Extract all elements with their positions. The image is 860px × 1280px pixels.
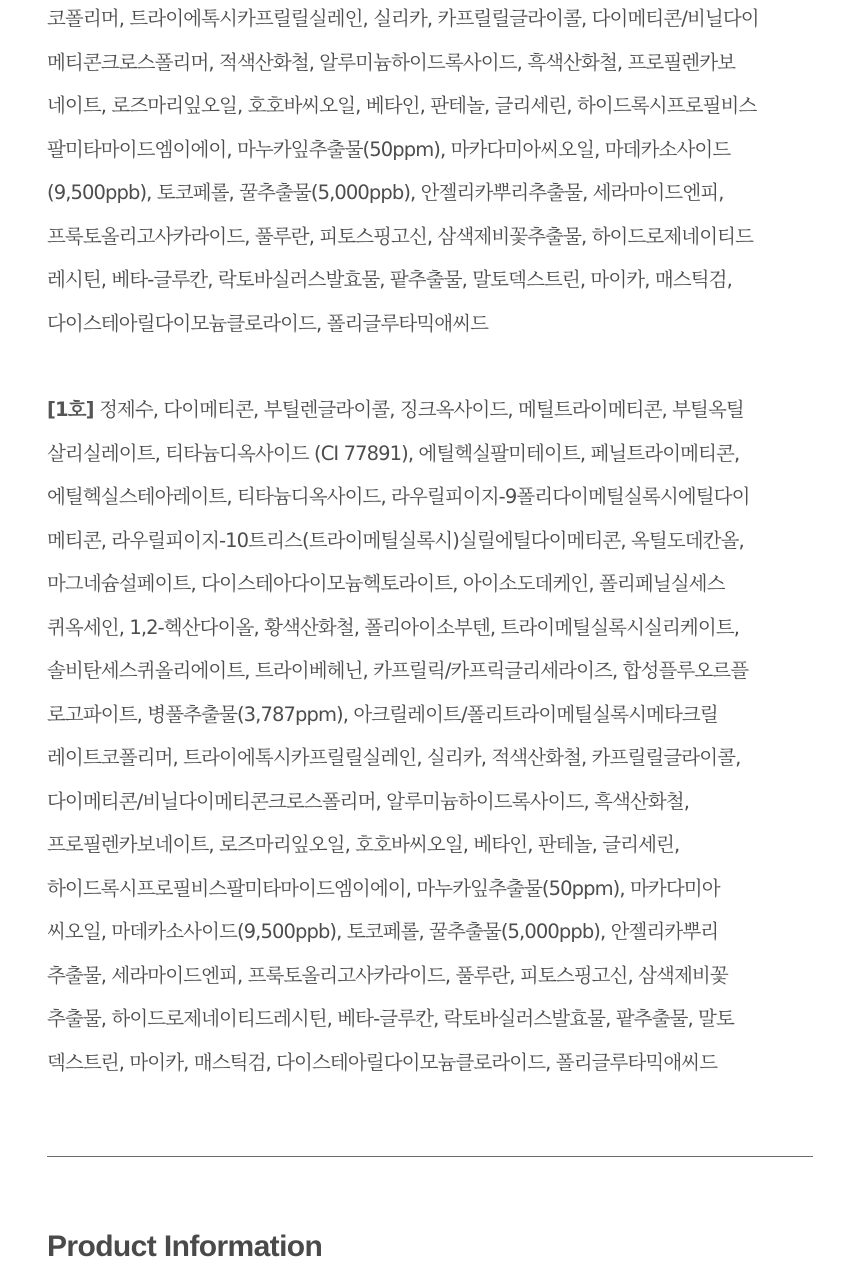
ingredient-line: 코폴리머, 트라이에톡시카프릴릴실레인, 실리카, 카프릴릴글라이콜, 다이메티콘/비닐다이 — [47, 7, 759, 30]
ingredient-line: 프로필렌카보네이트, 로즈마리잎오일, 호호바씨오일, 베타인, 판테놀, 글리세린, — [47, 833, 680, 856]
ingredient-line: 씨오일, 마데카소사이드(9,500ppb), 토코페롤, 꿀추출물(5,000ppb), 안젤리카뿌리 — [47, 920, 719, 943]
ingredient-line: 덱스트린, 마이카, 매스틱검, 다이스테아릴다이모늄클로라이드, 폴리글루타믹애씨드 — [47, 1050, 718, 1074]
shade-label: [1호] — [47, 398, 94, 421]
ingredient-line: 메티콘, 라우릴피이지-10트리스(트라이메틸실록시)실릴에틸다이메티콘, 옥틸도데칸올, — [47, 528, 744, 552]
ingredient-line: 마그네슘설페이트, 다이스테아다이모늄헥토라이트, 아이소도데케인, 폴리페닐실세스 — [47, 572, 725, 595]
ingredient-line: 퀴옥세인, 1,2-헥산다이올, 황색산화철, 폴리아이소부텐, 트라이메틸실록시실리케이트, — [47, 615, 739, 639]
ingredient-line: 팔미타마이드엠이에이, 마누카잎추출물(50ppm), 마카다미아씨오일, 마데카소사이드 — [47, 137, 731, 161]
shade-1-ingredients-block — [47, 388, 750, 1084]
section-divider — [47, 1156, 813, 1157]
ingredient-line: (9,500ppb), 토코페롤, 꿀추출물(5,000ppb), 안젤리카뿌리추출물, 세라마이드엔피, — [47, 181, 724, 204]
ingredient-line: 솔비탄세스퀴올리에이트, 트라이베헤닌, 카프릴릭/카프릭글리세라이즈, 합성플루오르플 — [47, 659, 749, 682]
ingredient-line: 프룩토올리고사카라이드, 풀루란, 피토스핑고신, 삼색제비꽃추출물, 하이드로제네이티드 — [47, 224, 754, 248]
ingredient-line: 추출물, 세라마이드엔피, 프룩토올리고사카라이드, 풀루란, 피토스핑고신, 삼색제비꽃 — [47, 963, 728, 987]
ingredient-line: 네이트, 로즈마리잎오일, 호호바씨오일, 베타인, 판테놀, 글리세린, 하이드록시프로필비스 — [47, 94, 757, 117]
ingredient-text: 정제수, 다이메티콘, 부틸렌글라이콜, 징크옥사이드, 메틸트라이메티콘, 부틸옥틸 — [93, 398, 744, 421]
ingredient-line — [47, 388, 750, 432]
product-information-heading: Product Information — [47, 1230, 323, 1263]
ingredient-line: 에틸헥실스테아레이트, 티타늄디옥사이드, 라우릴피이지-9폴리다이메틸실록시에틸다이 — [47, 485, 750, 508]
ingredient-line: 추출물, 하이드로제네이티드레시틴, 베타-글루칸, 락토바실러스발효물, 팥추출물, 말토 — [47, 1007, 734, 1030]
ingredient-line: 다이메티콘/비닐다이메티콘크로스폴리머, 알루미늄하이드록사이드, 흑색산화철, — [47, 789, 690, 813]
ingredients-continued-block — [47, 0, 759, 345]
ingredient-line: 레이트코폴리머, 트라이에톡시카프릴릴실레인, 실리카, 적색산화철, 카프릴릴글라이콜, — [47, 746, 741, 769]
ingredient-line: 레시틴, 베타-글루칸, 락토바실러스발효물, 팥추출물, 말토덱스트린, 마이카, 매스틱검, — [47, 268, 732, 291]
ingredient-line: 로고파이트, 병풀추출물(3,787ppm), 아크릴레이트/폴리트라이메틸실록시메타크릴 — [47, 702, 718, 726]
ingredient-line: 다이스테아릴다이모늄클로라이드, 폴리글루타믹애씨드 — [47, 311, 489, 335]
ingredient-line: 하이드록시프로필비스팔미타마이드엠이에이, 마누카잎추출물(50ppm), 마카다미아 — [47, 876, 720, 900]
ingredient-line: 메티콘크로스폴리머, 적색산화철, 알루미늄하이드록사이드, 흑색산화철, 프로필렌카보 — [47, 50, 736, 74]
ingredient-line: 살리실레이트, 티타늄디옥사이드 (CI 77891), 에틸헥실팔미테이트, 페닐트라이메티콘, — [47, 441, 740, 465]
